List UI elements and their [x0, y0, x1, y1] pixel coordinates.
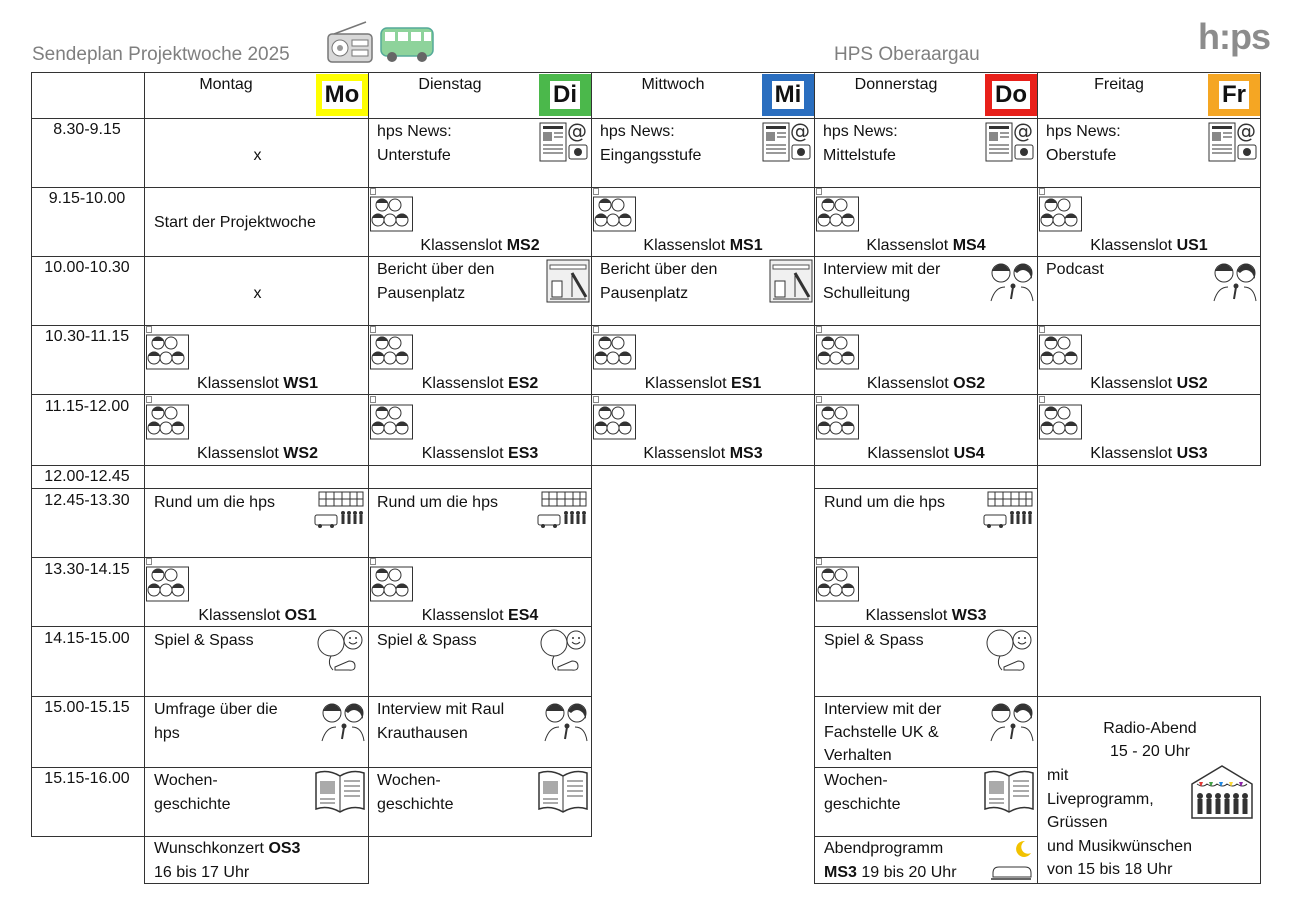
- slot-thu-r2: [814, 187, 1038, 257]
- slot-text: Radio-Abend: [1103, 720, 1197, 737]
- slot-tue-r4: [368, 325, 592, 395]
- slot-text: Klassenslot MS4: [866, 237, 986, 254]
- day-header-tue: [368, 72, 592, 119]
- balloon-party-icon: [984, 629, 1034, 673]
- slot-text: Spiel & Spass: [154, 632, 254, 649]
- slot-text: Oberstufe: [1046, 147, 1117, 164]
- slot-text: hps News:: [1046, 123, 1121, 140]
- day-label: Dienstag: [418, 76, 482, 93]
- hps-logo: h:ps: [1198, 16, 1270, 57]
- class-group-icon: [816, 558, 860, 602]
- slot-text: von 15 bis 18 Uhr: [1047, 861, 1173, 878]
- school-bus-icon: [982, 491, 1034, 531]
- slot-text: Rund um die hps: [824, 494, 945, 511]
- interview-icon: [320, 699, 366, 743]
- slot-tue-r2: [368, 187, 592, 257]
- day-badge-mi: Mi: [762, 74, 814, 116]
- slot-text: Klassenslot ES1: [644, 375, 762, 392]
- slot-text: Krauthausen: [377, 725, 468, 742]
- slot-mon-r3: [144, 256, 369, 326]
- class-group-icon: [816, 396, 860, 440]
- slot-text: Bericht über den: [600, 261, 718, 278]
- slot-text: 16 bis 17 Uhr: [154, 864, 250, 881]
- slot-text: Bericht über den: [377, 261, 495, 278]
- slot-text: Klassenslot US3: [1090, 445, 1208, 462]
- book-icon: [314, 769, 366, 813]
- slot-mon-r2: [144, 187, 369, 257]
- slot-wed-r5: [591, 394, 815, 466]
- slot-text: Grüssen: [1047, 814, 1108, 831]
- slot-text: Klassenslot MS1: [643, 237, 763, 254]
- school-bus-icon: [313, 491, 365, 531]
- time-slot: 8.30-9.15: [53, 121, 121, 138]
- newspaper-icon: [539, 121, 589, 163]
- slot-text: Klassenslot US1: [1090, 237, 1208, 254]
- slot-text: Umfrage über die: [154, 701, 278, 718]
- class-group-icon: [593, 188, 637, 232]
- slot-mon-r8: [144, 557, 369, 627]
- slot-text: hps News:: [377, 123, 452, 140]
- slot-mon-r7: [144, 488, 369, 558]
- balloon-party-icon: [315, 629, 365, 673]
- interview-icon: [543, 699, 589, 743]
- interview-icon: [989, 699, 1035, 743]
- slot-tue-r10: [368, 696, 592, 768]
- slot-text: Interview mit der: [824, 701, 942, 718]
- slot-text: Interview mit der: [823, 261, 941, 278]
- slot-tue-r1: [368, 118, 592, 188]
- slot-text: hps News:: [823, 123, 898, 140]
- slot-thu-r8: [814, 557, 1038, 627]
- slot-fri-r5: [1037, 394, 1261, 466]
- slot-text: x: [253, 147, 262, 164]
- day-header-wed: [591, 72, 815, 119]
- slot-fri-r1: [1037, 118, 1261, 188]
- time-slot: 12.45-13.30: [44, 492, 130, 509]
- time-slot: 15.00-15.15: [44, 699, 130, 716]
- slot-text: geschichte: [154, 796, 231, 813]
- time-slot: 9.15-10.00: [48, 190, 126, 207]
- class-group-icon: [1039, 188, 1083, 232]
- slot-thu-r1: [814, 118, 1038, 188]
- slot-text: hps News:: [600, 123, 675, 140]
- slot-wed-r2: [591, 187, 815, 257]
- slot-text: Rund um die hps: [154, 494, 275, 511]
- slot-thu-r5: [814, 394, 1038, 466]
- day-badge-fr: Fr: [1208, 74, 1260, 116]
- time-slot: 15.15-16.00: [44, 770, 130, 787]
- slot-text: Wochen-: [154, 772, 218, 789]
- slot-tue-r3: [368, 256, 592, 326]
- balloon-party-icon: [538, 629, 588, 673]
- slot-text: Eingangsstufe: [600, 147, 702, 164]
- day-badge-do: Do: [985, 74, 1037, 116]
- slot-tue-r7: [368, 488, 592, 558]
- interview-icon: [989, 259, 1035, 303]
- school-bus-icon: [536, 491, 588, 531]
- slot-thu-r10: [814, 696, 1038, 768]
- slot-mon-r4: [144, 325, 369, 395]
- slot-text: Spiel & Spass: [824, 632, 924, 649]
- class-group-icon: [593, 326, 637, 370]
- slot-fri-r4: [1037, 325, 1261, 395]
- slot-text: und Musikwünschen: [1047, 838, 1192, 855]
- class-group-icon: [370, 188, 414, 232]
- slot-text: Fachstelle UK &: [824, 724, 939, 741]
- slot-text: Klassenslot ES2: [421, 375, 539, 392]
- class-group-icon: [816, 326, 860, 370]
- slot-text: Klassenslot MS3: [643, 445, 763, 462]
- slot-text: x: [253, 285, 262, 302]
- class-group-icon: [370, 326, 414, 370]
- day-label: Donnerstag: [854, 76, 938, 93]
- party-house-icon: [1189, 764, 1255, 820]
- slot-text: Liveprogramm,: [1047, 791, 1154, 808]
- slot-text: Klassenslot OS1: [198, 607, 317, 624]
- bus-icon: [380, 26, 434, 64]
- slot-wed-r1: [591, 118, 815, 188]
- slot-text: Klassenslot MS2: [420, 237, 540, 254]
- slot-mon-r5: [144, 394, 369, 466]
- time-slot: 12.00-12.45: [44, 468, 130, 485]
- slot-tue-r11: [368, 767, 592, 837]
- slot-text: Abendprogramm: [824, 840, 944, 857]
- corner-cell: [31, 72, 145, 119]
- slot-text: Unterstufe: [377, 147, 451, 164]
- class-group-icon: [146, 396, 190, 440]
- slot-text: mit: [1047, 767, 1069, 784]
- slot-text: Klassenslot ES3: [421, 445, 539, 462]
- slot-text: hps: [154, 725, 180, 742]
- time-slot: 10.30-11.15: [44, 328, 130, 345]
- slot-mon-r1: [144, 118, 369, 188]
- day-label: Montag: [199, 76, 253, 93]
- time-slot: 14.15-15.00: [44, 630, 130, 647]
- class-group-icon: [370, 558, 414, 602]
- slot-thu-r11: [814, 767, 1038, 837]
- slot-fri-r3: [1037, 256, 1261, 326]
- class-group-icon: [1039, 396, 1083, 440]
- slot-thu-r3: [814, 256, 1038, 326]
- playground-icon: [769, 259, 813, 303]
- slot-text: Interview mit Raul: [377, 701, 505, 718]
- slot-mon-r11: [144, 767, 369, 837]
- slot-text: Verhalten: [824, 747, 892, 764]
- slot-text: Klassenslot US2: [1090, 375, 1208, 392]
- radio-icon: [326, 20, 374, 64]
- class-group-icon: [593, 396, 637, 440]
- slot-thu-r6: [814, 465, 1038, 489]
- slot-wed-r3: [591, 256, 815, 326]
- class-group-icon: [1039, 326, 1083, 370]
- slot-text: Klassenslot WS3: [865, 607, 987, 624]
- slot-tue-r9: [368, 626, 592, 697]
- slot-text: Wochen-: [824, 772, 888, 789]
- slot-text: Rund um die hps: [377, 494, 498, 511]
- slot-text: Podcast: [1046, 261, 1104, 278]
- time-slot: 10.00-10.30: [44, 259, 130, 276]
- slot-mon-r9: [144, 626, 369, 697]
- moon-bed-icon: [989, 839, 1033, 881]
- slot-thu-r7: [814, 488, 1038, 558]
- slot-text: Klassenslot WS2: [197, 445, 318, 462]
- newspaper-icon: [985, 121, 1035, 163]
- page-title: Sendeplan Projektwoche 2025: [32, 44, 290, 65]
- slot-text: Pausenplatz: [377, 285, 466, 302]
- slot-tue-r8: [368, 557, 592, 627]
- slot-text: Klassenslot OS2: [866, 375, 986, 392]
- newspaper-icon: [762, 121, 812, 163]
- day-header-fri: [1037, 72, 1261, 119]
- school-name: HPS Oberaargau: [834, 44, 980, 65]
- slot-text: Start der Projektwoche: [154, 214, 316, 231]
- radio-abend-block: [1037, 696, 1261, 884]
- slot-wed-r4: [591, 325, 815, 395]
- class-group-icon: [146, 558, 190, 602]
- slot-thu-r9: [814, 626, 1038, 697]
- slot-tue-r6: [368, 465, 592, 489]
- interview-icon: [1212, 259, 1258, 303]
- slot-text: Spiel & Spass: [377, 632, 477, 649]
- book-icon: [537, 769, 589, 813]
- slot-thu-r4: [814, 325, 1038, 395]
- slot-text: Mittelstufe: [823, 147, 896, 164]
- slot-mon-r10: [144, 696, 369, 768]
- day-badge-di: Di: [539, 74, 591, 116]
- slot-text: Wunschkonzert OS3: [154, 840, 301, 857]
- day-label: Mittwoch: [641, 76, 705, 93]
- day-badge-mo: Mo: [316, 74, 368, 116]
- slot-mon-r6: [144, 465, 369, 489]
- day-header-thu: [814, 72, 1038, 119]
- slot-fri-r2: [1037, 187, 1261, 257]
- class-group-icon: [370, 396, 414, 440]
- slot-mon-extra: [144, 836, 369, 884]
- newspaper-icon: [1208, 121, 1258, 163]
- book-icon: [983, 769, 1035, 813]
- playground-icon: [546, 259, 590, 303]
- time-slot: 11.15-12.00: [44, 398, 130, 415]
- class-group-icon: [146, 326, 190, 370]
- slot-text: Klassenslot ES4: [421, 607, 539, 624]
- time-slot: 13.30-14.15: [44, 561, 130, 578]
- slot-text: Klassenslot US4: [867, 445, 985, 462]
- slot-thu-extra: [814, 836, 1038, 884]
- slot-text: Pausenplatz: [600, 285, 689, 302]
- class-group-icon: [816, 188, 860, 232]
- slot-tue-r5: [368, 394, 592, 466]
- day-label: Freitag: [1094, 76, 1144, 93]
- slot-text: MS3 19 bis 20 Uhr: [824, 864, 957, 881]
- slot-text: geschichte: [377, 796, 454, 813]
- slot-text: geschichte: [824, 796, 901, 813]
- day-header-mon: [144, 72, 369, 119]
- slot-text: Klassenslot WS1: [197, 375, 318, 392]
- slot-text: Wochen-: [377, 772, 441, 789]
- slot-text: 15 - 20 Uhr: [1109, 743, 1191, 760]
- slot-text: Schulleitung: [823, 285, 911, 302]
